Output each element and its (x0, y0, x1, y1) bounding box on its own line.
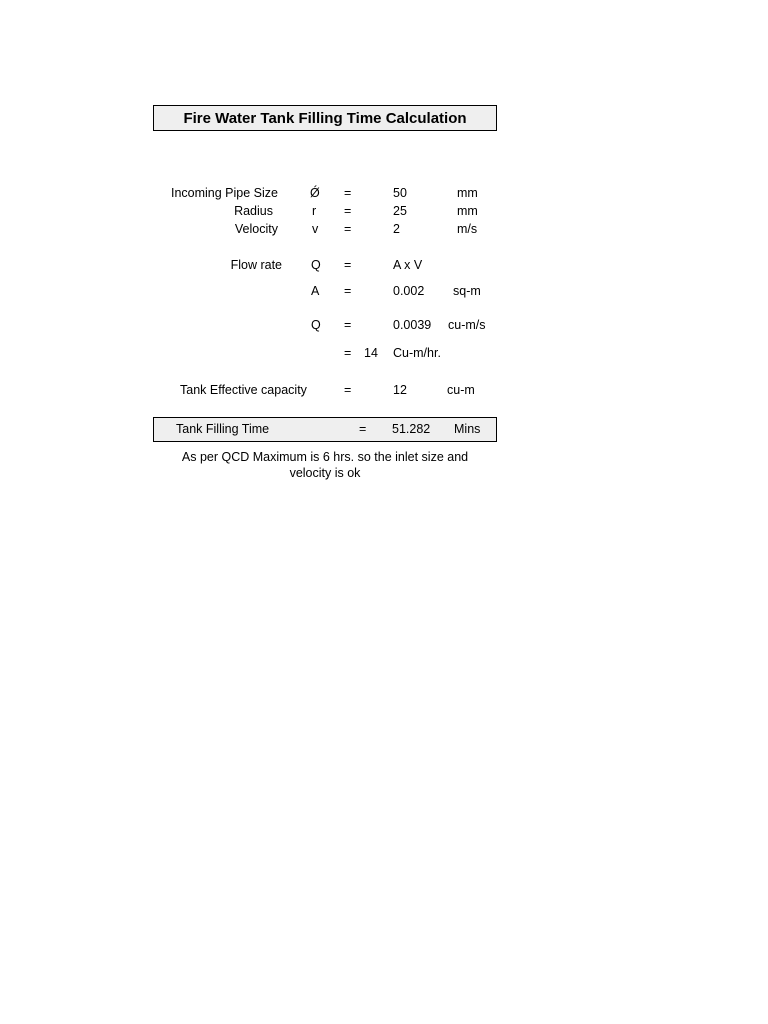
result-value: 51.282 (392, 422, 431, 436)
pipe-size-value: 50 (393, 186, 407, 200)
result-label: Tank Filling Time (176, 422, 270, 436)
radius-equals: = (344, 204, 352, 218)
radius-label: Radius (234, 204, 273, 218)
conclusion-note: As per QCD Maximum is 6 hrs. so the inlet size and velocity is ok (181, 450, 469, 480)
q-unit-cu-m-s: cu-m/s (448, 318, 486, 332)
pipe-size-symbol: Ǿ (310, 186, 320, 200)
q-value-cu-m-hr: 14 (364, 346, 378, 360)
area-unit: sq-m (453, 284, 481, 298)
tank-capacity-equals: = (344, 383, 352, 397)
pipe-size-unit: mm (457, 186, 478, 200)
tank-capacity-label: Tank Effective capacity (180, 383, 307, 397)
page-title: Fire Water Tank Filling Time Calculation (183, 110, 467, 127)
title-box (153, 105, 497, 131)
area-value: 0.002 (393, 284, 425, 298)
pipe-size-label: Incoming Pipe Size (170, 186, 278, 200)
result-unit: Mins (454, 422, 481, 436)
tank-capacity-unit: cu-m (447, 383, 475, 397)
radius-value: 25 (393, 204, 407, 218)
flow-rate-symbol: Q (311, 258, 321, 272)
velocity-symbol: v (312, 222, 319, 236)
pipe-size-equals: = (344, 186, 352, 200)
area-equals: = (344, 284, 352, 298)
tank-capacity-value: 12 (393, 383, 407, 397)
q-equals: = (344, 318, 352, 332)
radius-symbol: r (312, 204, 317, 218)
q-unit-cu-m-hr: Cu-m/hr. (393, 346, 441, 360)
velocity-label: Velocity (234, 222, 278, 236)
velocity-unit: m/s (457, 222, 478, 236)
velocity-value: 2 (393, 222, 400, 236)
area-symbol: A (311, 284, 320, 298)
result-equals: = (359, 422, 367, 436)
radius-unit: mm (457, 204, 478, 218)
q-symbol: Q (311, 318, 321, 332)
velocity-equals: = (344, 222, 352, 236)
flow-rate-formula: A x V (393, 258, 423, 272)
q-value-cu-m-s: 0.0039 (393, 318, 432, 332)
q-hr-equals: = (344, 346, 352, 360)
flow-rate-equals: = (344, 258, 352, 272)
flow-rate-label: Flow rate (230, 258, 282, 272)
